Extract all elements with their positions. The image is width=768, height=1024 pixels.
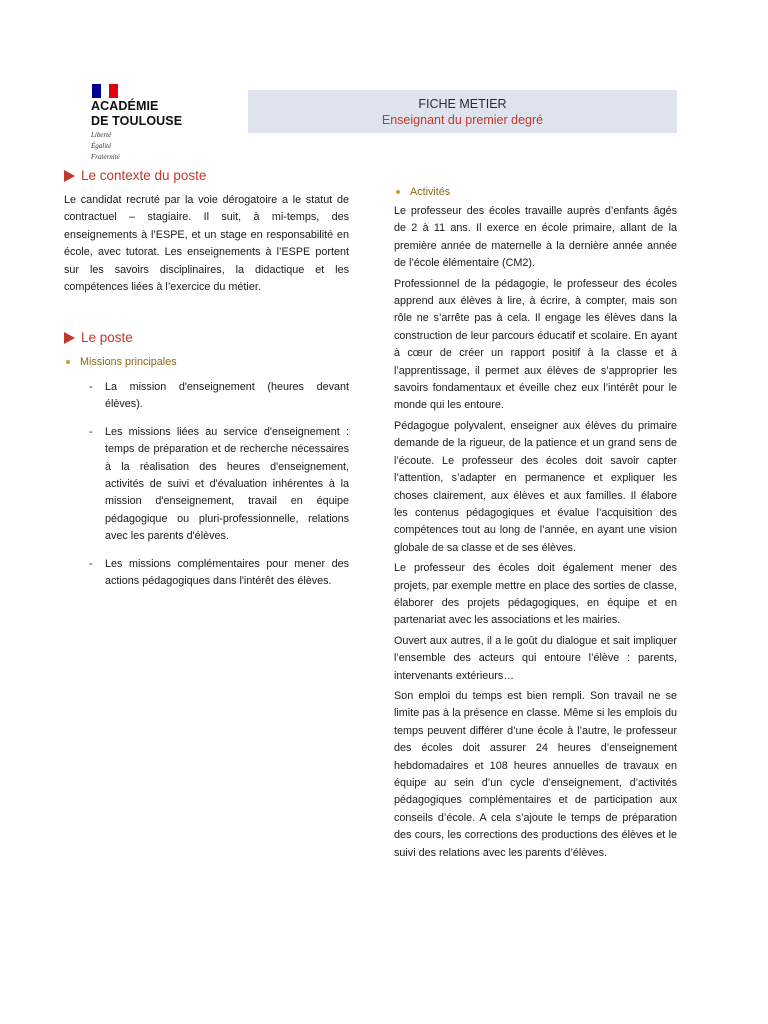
dash-bullet-icon: - <box>89 425 93 438</box>
activites-paragraph: Pédagogue polyvalent, enseigner aux élèves du primaire demande de la rigueur, de la patience et un grand sens de l’écoute. Le professeur des écoles doit savoir capter l’attention, s’adapter en permanence et expliquer les choses clairement, aux élèves et aux familles. Il élabore les contenus pédagogiques et évalue l’acquisition des compétences tout au long de l’année, en ayant une vision globale de sa classe et de ses élèves. <box>394 419 677 554</box>
section-heading-contexte <box>64 168 206 183</box>
republique-flag-icon <box>92 84 118 98</box>
activites-paragraph: Son emploi du temps est bien rempli. Son travail ne se limite pas à la présence en classe. Même si les emplois du temps peuvent différer d’une école à l’autre, le professeur des écoles doit assurer 24 heures d’enseignement hebdomadaires et 108 heures annuelles de travaux en équipe au sein d’un cycle d’enseignement, d’activités pédagogiques complémentaires et de participation aux conseils d’école. A cela s’ajoute le temps de préparation des cours, les corrections des productions des élèves et le suivi des relations avec les parents d’élèves. <box>394 689 677 859</box>
section-heading-poste-label: Le poste <box>81 330 133 345</box>
activites-paragraph: Professionnel de la pédagogie, le professeur des écoles apprend aux élèves à lire, à écrire, à compter, mais son rôle ne s’arrête pas à cela. Il engage les élèves dans la construction de leur parcours éducatif et scolaire. En ayant à cœur de créer un rapport positif à la classe et à l’apprentissage, il permet aux élèves de s’approprier les savoirs fondamentaux et éveille chez eux l’intérêt pour le monde qui les entoure. <box>394 277 677 412</box>
activites-paragraph: Ouvert aux autres, il a le goût du dialogue et sait impliquer l’ensemble des acteurs qui entoure l’élève : parents, intervenants extérieurs… <box>394 634 677 682</box>
activites-column <box>394 203 677 865</box>
mission-text: Les missions liées au service d'enseignement : temps de préparation et de recherche nécessaires à la réalisation des heures d'enseignement, activités de suivi et d'évaluation inhérentes à la mission d'enseignement, travail en équipe pédagogique ou pluri-professionnelle, relations avec les parents d'élèves. <box>105 425 349 543</box>
bullet-dot-icon <box>66 360 70 364</box>
logo-line-2: DE TOULOUSE <box>91 114 183 128</box>
missions-list <box>89 379 349 600</box>
bullet-dot-icon <box>396 190 400 194</box>
section-heading-contexte-label: Le contexte du poste <box>81 168 207 183</box>
logo-motto-1: Liberté <box>91 131 112 139</box>
mission-text: La mission d'enseignement (heures devant élèves). <box>105 381 349 411</box>
logo-motto-2: Égalité <box>91 142 112 150</box>
dash-bullet-icon: - <box>89 381 93 393</box>
list-item <box>89 379 349 414</box>
contexte-paragraph: Le candidat recruté par la voie dérogatoire a le statut de contractuel – stagiaire. Il suit, à mi-temps, des enseignements à l’ESPE, et un stage en responsabilité en école, avec tutorat. Les enseignements à l’ESPE portent sur les savoirs disciplinaires, la didactique et les compétences liées à l’exercice du métier. <box>64 194 349 294</box>
flag-stripe-blue <box>92 84 101 98</box>
dash-bullet-icon: - <box>89 557 93 570</box>
activites-subheading <box>396 186 450 198</box>
missions-subheading-label: Missions principales <box>80 356 177 368</box>
activites-subheading-label: Activités <box>410 186 451 198</box>
flag-stripe-red <box>109 84 118 98</box>
list-item <box>89 556 349 591</box>
activites-paragraph: Le professeur des écoles doit également mener des projets, par exemple mettre en place des sorties de classe, élaborer des projets pédagogiques, en équipe et en partenariat avec les associations et les mairies. <box>394 562 677 627</box>
triangle-bullet-icon <box>64 170 75 182</box>
logo-motto-3: Fraternité <box>91 153 120 161</box>
header-kicker: FICHE METIER <box>418 97 507 111</box>
missions-subheading <box>66 356 177 368</box>
activites-paragraph: Le professeur des écoles travaille auprès d’enfants âgés de 2 à 11 ans. Il exerce en école primaire, allant de la première année de maternelle à la dernière année année de l’école élémentaire (CM2). <box>394 205 677 270</box>
academie-logo <box>91 84 201 161</box>
header-banner <box>248 90 677 133</box>
mission-text: Les missions complémentaires pour mener des actions pédagogiques dans l'intérêt des élèves. <box>105 557 349 588</box>
page-title: Enseignant du premier degré <box>381 113 544 127</box>
section-heading-poste <box>64 330 133 345</box>
triangle-bullet-icon <box>64 332 75 344</box>
logo-line-1: ACADÉMIE <box>91 99 159 113</box>
flag-stripe-white <box>101 84 110 100</box>
list-item <box>89 424 349 546</box>
